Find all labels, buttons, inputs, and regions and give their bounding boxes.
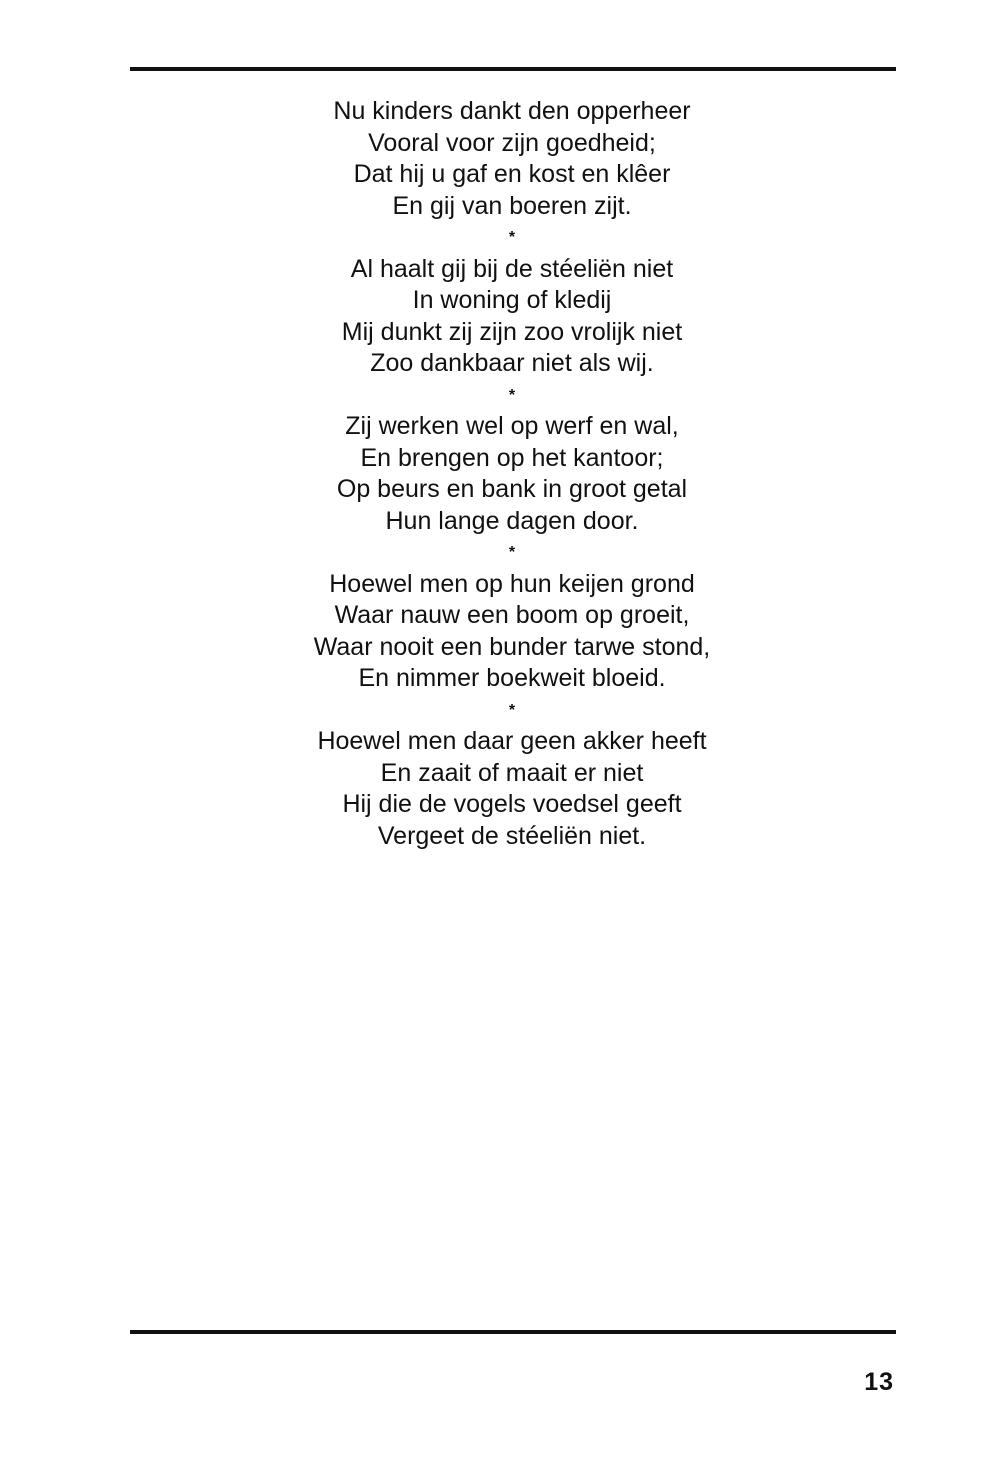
top-rule bbox=[130, 67, 896, 71]
poem bbox=[0, 96, 1000, 852]
stanza-separator: * bbox=[508, 229, 516, 246]
poem-line: Zoo dankbaar niet als wij. bbox=[370, 349, 654, 377]
poem-line: Al haalt gij bij de stéeliën niet bbox=[350, 254, 674, 283]
poem-line: Nu kinders dankt den opperheer bbox=[333, 97, 691, 125]
poem-line: Op beurs en bank in groot getal bbox=[336, 475, 688, 503]
stanza-separator: * bbox=[508, 701, 516, 719]
poem-line: Hoewel men op hun keijen grond bbox=[329, 569, 695, 598]
poem-line: Vergeet de stéeliën niet. bbox=[377, 821, 647, 850]
bottom-rule bbox=[130, 1330, 896, 1334]
page-number: 13 bbox=[864, 1368, 894, 1396]
poem-line: Zij werken wel op werf en wal, bbox=[345, 412, 679, 440]
poem-line: In woning of kledij bbox=[412, 286, 612, 314]
poem-line: Hij die de vogels voedsel geeft bbox=[342, 790, 682, 818]
poem-line: Waar nooit een bunder tarwe stond, bbox=[313, 632, 711, 661]
poem-line: En gij van boeren zijt. bbox=[392, 191, 632, 220]
stanza-separator: * bbox=[508, 386, 516, 404]
stanza-separator: * bbox=[508, 544, 516, 561]
poem-line: En nimmer boekweit bloeid. bbox=[358, 664, 666, 692]
poem-line: Dat hij u gaf en kost en klêer bbox=[353, 160, 671, 188]
poem-line: Waar nauw een boom op groeit, bbox=[334, 601, 690, 629]
poem-line: Mij dunkt zij zijn zoo vrolijk niet bbox=[341, 317, 683, 346]
poem-line: Hun lange dagen door. bbox=[385, 506, 639, 535]
poem-line: Hoewel men daar geen akker heeft bbox=[317, 727, 707, 755]
poem-line: En brengen op het kantoor; bbox=[360, 443, 664, 472]
poem-line: Vooral voor zijn goedheid; bbox=[368, 128, 656, 157]
poem-line: En zaait of maait er niet bbox=[380, 758, 644, 787]
